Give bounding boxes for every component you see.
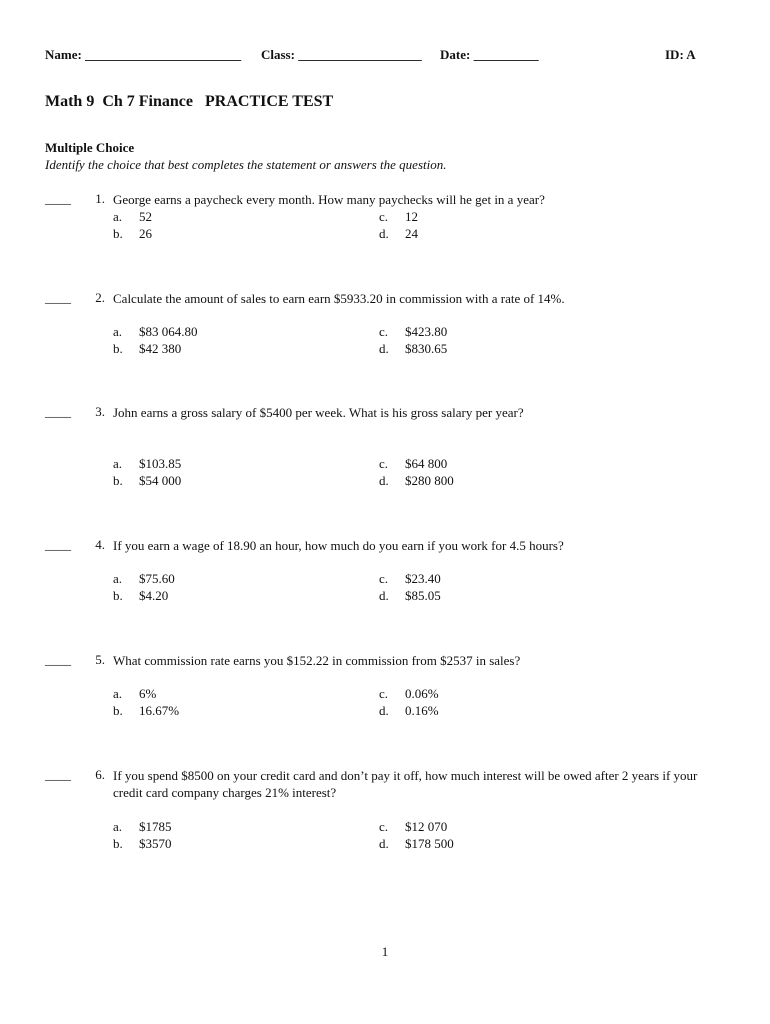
class-field: Class: ___________________ xyxy=(261,47,422,62)
choice-letter: d. xyxy=(379,473,389,488)
choice-c xyxy=(379,323,447,340)
choice-text: 52 xyxy=(139,209,152,224)
question-number: 1. xyxy=(95,191,105,206)
question-text: If you earn a wage of 18.90 an hour, how much do you earn if you work for 4.5 hours? xyxy=(113,538,564,553)
choice-text: 0.16% xyxy=(405,703,439,718)
choice-letter: a. xyxy=(113,456,123,471)
choice-text: 24 xyxy=(405,226,418,241)
choice-c xyxy=(379,455,447,472)
choice-d xyxy=(379,340,447,357)
page-number: 1 xyxy=(381,944,389,959)
choice-a xyxy=(113,323,198,340)
choice-text: $23.40 xyxy=(405,571,441,586)
answer-blank[interactable]: ____ xyxy=(45,404,71,419)
choice-c xyxy=(379,685,439,702)
choice-letter: b. xyxy=(113,836,123,851)
question-text: What commission rate earns you $152.22 in commission from $2537 in sales? xyxy=(113,653,521,668)
answer-blank[interactable]: ____ xyxy=(45,767,71,782)
choice-letter: c. xyxy=(379,209,389,224)
choice-c xyxy=(379,818,447,835)
choice-letter: b. xyxy=(113,703,123,718)
choice-a xyxy=(113,570,175,587)
choice-text: $3570 xyxy=(139,836,172,851)
question-number: 3. xyxy=(95,404,105,419)
choice-letter: d. xyxy=(379,341,389,356)
question-text: If you spend $8500 on your credit card and don’t pay it off, how much interest will be owed after 2 years if your credit card company charges 21% interest? xyxy=(113,768,698,800)
choice-b xyxy=(113,340,181,357)
choice-letter: a. xyxy=(113,209,123,224)
choice-text: $83 064.80 xyxy=(139,324,198,339)
choice-text: 0.06% xyxy=(405,686,439,701)
choice-text: $42 380 xyxy=(139,341,182,356)
question-number: 2. xyxy=(95,290,105,305)
choice-letter: c. xyxy=(379,686,389,701)
choice-letter: b. xyxy=(113,226,123,241)
choice-text: 16.67% xyxy=(139,703,180,718)
choice-letter: b. xyxy=(113,341,123,356)
question-text: Calculate the amount of sales to earn earn $5933.20 in commission with a rate of 14%. xyxy=(113,291,565,306)
choice-c xyxy=(379,570,441,587)
choice-a xyxy=(113,818,172,835)
choice-letter: a. xyxy=(113,324,123,339)
question-number: 6. xyxy=(95,767,105,782)
answer-blank[interactable]: ____ xyxy=(45,290,71,305)
choice-letter: d. xyxy=(379,703,389,718)
choice-text: $12 070 xyxy=(405,819,448,834)
choice-text: $103.85 xyxy=(139,456,182,471)
student-info-header xyxy=(45,47,705,65)
choice-text: $178 500 xyxy=(405,836,454,851)
choice-b xyxy=(113,225,152,242)
section-title: Multiple Choice xyxy=(45,140,135,155)
answer-blank[interactable]: ____ xyxy=(45,191,71,206)
choice-letter: d. xyxy=(379,588,389,603)
choice-b xyxy=(113,702,179,719)
choice-letter: a. xyxy=(113,819,123,834)
choice-d xyxy=(379,587,441,604)
choice-d xyxy=(379,472,454,489)
name-field: Name: ________________________ xyxy=(45,47,242,62)
page-title: Math 9 Ch 7 Finance PRACTICE TEST xyxy=(45,93,334,110)
choice-text: $1785 xyxy=(139,819,172,834)
test-id: ID: A xyxy=(665,47,696,62)
choice-letter: d. xyxy=(379,836,389,851)
choice-text: 6% xyxy=(139,686,157,701)
question-number: 4. xyxy=(95,537,105,552)
choice-letter: a. xyxy=(113,571,123,586)
choice-letter: c. xyxy=(379,456,389,471)
choice-text: $423.80 xyxy=(405,324,448,339)
choice-text: 26 xyxy=(139,226,152,241)
choice-d xyxy=(379,702,439,719)
question-text: George earns a paycheck every month. How many paychecks will he get in a year? xyxy=(113,192,545,207)
question-number: 5. xyxy=(95,652,105,667)
choice-text: $4.20 xyxy=(139,588,169,603)
question-text: John earns a gross salary of $5400 per week. What is his gross salary per year? xyxy=(113,405,524,420)
choice-letter: c. xyxy=(379,571,389,586)
choice-a xyxy=(113,455,181,472)
choice-letter: b. xyxy=(113,588,123,603)
date-field: Date: __________ xyxy=(440,47,539,62)
choice-d xyxy=(379,835,454,852)
choice-a xyxy=(113,685,156,702)
choice-letter: d. xyxy=(379,226,389,241)
answer-blank[interactable]: ____ xyxy=(45,652,71,667)
choice-b xyxy=(113,472,181,489)
choice-letter: c. xyxy=(379,819,389,834)
choice-b xyxy=(113,587,168,604)
choice-text: $64 800 xyxy=(405,456,448,471)
choice-letter: a. xyxy=(113,686,123,701)
choice-text: $280 800 xyxy=(405,473,454,488)
section-instructions: Identify the choice that best completes the statement or answers the question. xyxy=(45,157,447,172)
choice-a xyxy=(113,208,152,225)
choice-text: 12 xyxy=(405,209,418,224)
choice-text: $830.65 xyxy=(405,341,448,356)
choice-letter: b. xyxy=(113,473,123,488)
answer-blank[interactable]: ____ xyxy=(45,537,71,552)
choice-text: $85.05 xyxy=(405,588,441,603)
choice-d xyxy=(379,225,418,242)
choice-letter: c. xyxy=(379,324,389,339)
choice-text: $54 000 xyxy=(139,473,182,488)
choice-b xyxy=(113,835,172,852)
choice-c xyxy=(379,208,418,225)
choice-text: $75.60 xyxy=(139,571,175,586)
